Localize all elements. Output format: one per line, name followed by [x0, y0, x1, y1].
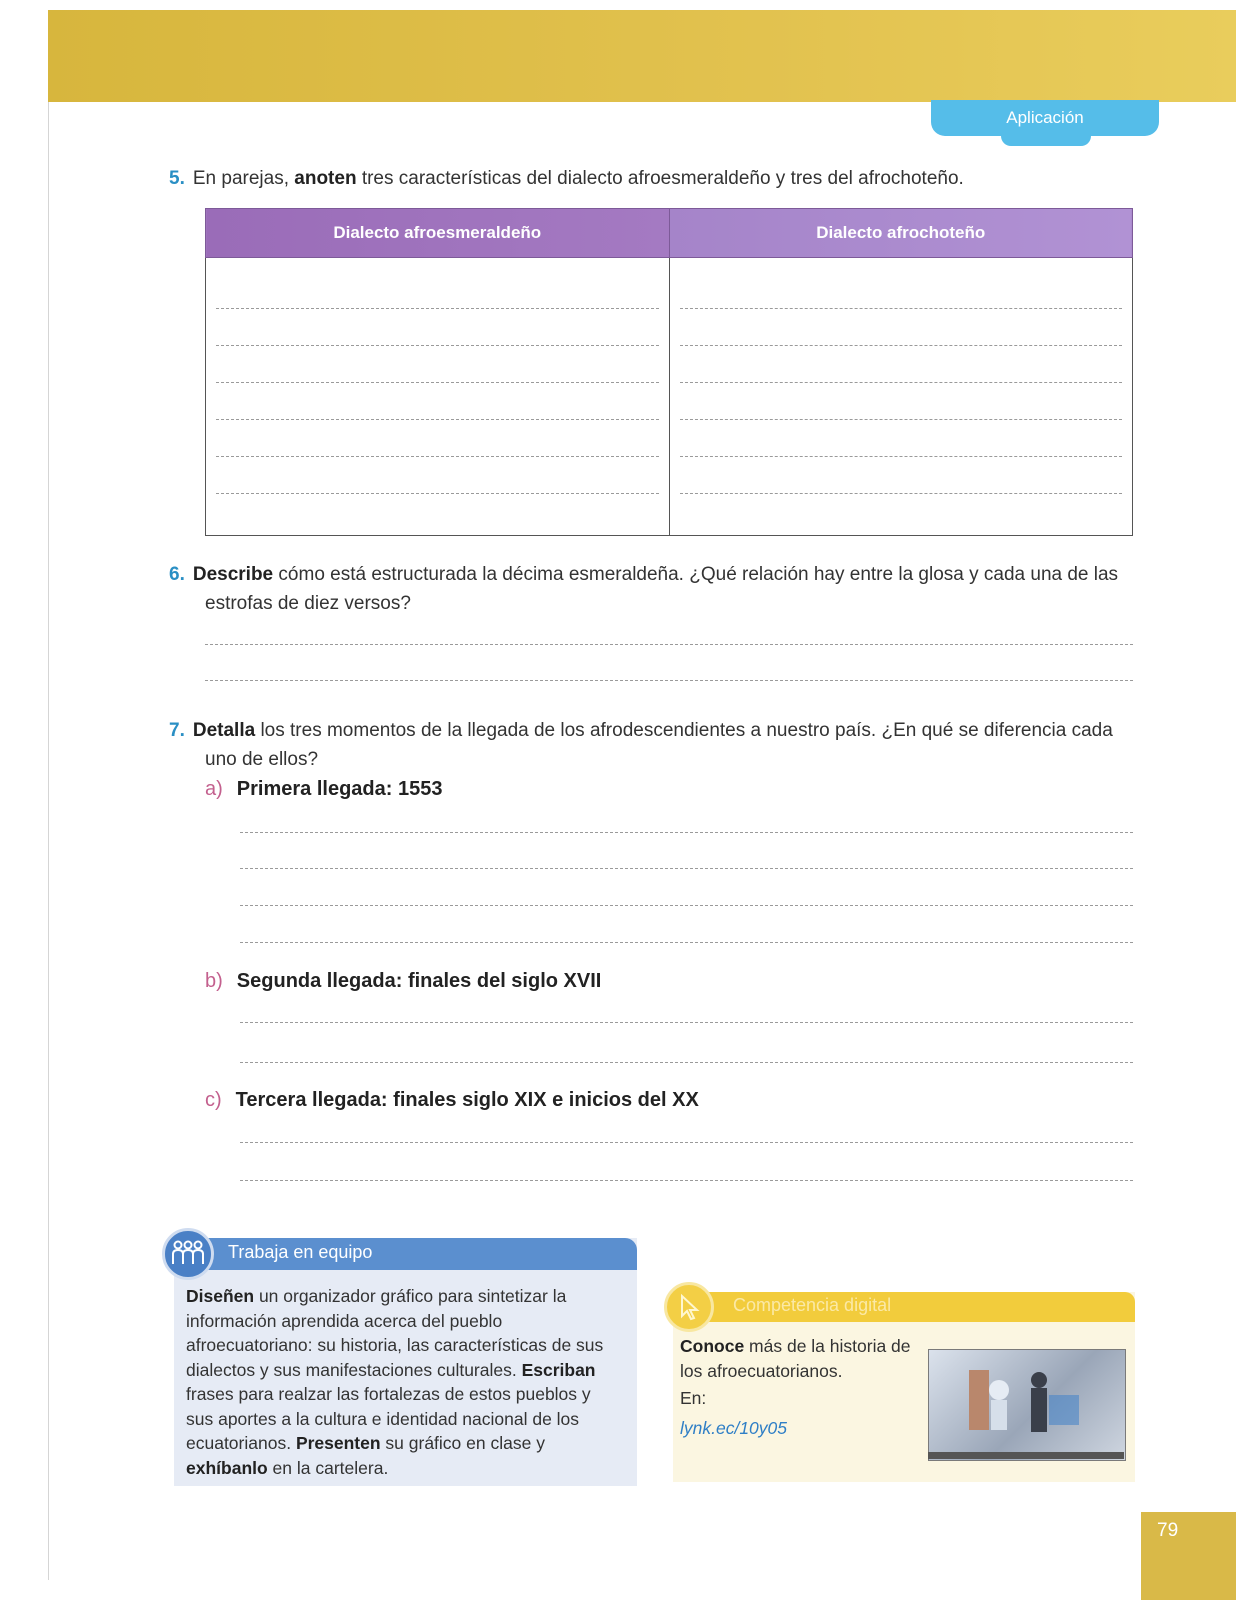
answer-cell-afroesmeraldeno[interactable] [206, 258, 670, 536]
video-scene-image [929, 1350, 1125, 1460]
question-text: uno de ellos? [205, 749, 319, 770]
question-text: los tres momentos de la llegada de los afrodescendientes a nuestro país. ¿En qué se diferencia cada [255, 720, 1113, 741]
answer-line[interactable] [216, 420, 659, 457]
answer-line[interactable] [216, 346, 659, 383]
question-text: cómo está estructurada la décima esmeraldeña. ¿Qué relación hay entre la glosa y cada una de las [273, 564, 1119, 585]
subquestion-c [205, 1089, 699, 1112]
question-number: 5. [169, 168, 185, 189]
answer-line[interactable] [680, 309, 1123, 346]
answer-line[interactable] [216, 309, 659, 346]
answer-line[interactable] [680, 420, 1123, 457]
keyword: Presenten [295, 1433, 381, 1453]
subquestion-b [205, 970, 601, 993]
team-people-icon [162, 1228, 214, 1280]
answer-line[interactable] [240, 1022, 1133, 1023]
answer-line[interactable] [680, 346, 1123, 383]
dialect-table [205, 208, 1133, 536]
keyword: Escriban [521, 1359, 596, 1380]
question-keyword: Detalla [192, 720, 256, 741]
answer-line[interactable] [240, 942, 1133, 943]
subquestion-label: Segunda llegada: finales del siglo XVII [236, 970, 602, 992]
question-text: En parejas, [192, 168, 295, 189]
keyword: Conoce [680, 1336, 745, 1356]
answer-line[interactable] [205, 644, 1133, 645]
body-text: en la cartelera. [267, 1457, 389, 1478]
digital-competence-en-label: En: [680, 1388, 707, 1408]
answer-line[interactable] [216, 383, 659, 420]
table-header-afrochoteno: Dialecto afrochoteño [669, 209, 1133, 258]
keyword: Diseñen [186, 1286, 255, 1306]
keyword: exhíbanlo [186, 1457, 268, 1478]
team-work-text [186, 1284, 616, 1480]
subquestion-label: Primera llegada: 1553 [236, 778, 443, 800]
question-keyword: anoten [294, 168, 357, 189]
digital-competence-link[interactable]: lynk.ec/10y05 [680, 1418, 788, 1438]
answer-line[interactable] [680, 258, 1123, 309]
answer-line[interactable] [240, 1180, 1133, 1181]
question-5 [169, 164, 1149, 193]
answer-line[interactable] [240, 832, 1133, 833]
answer-line[interactable] [680, 383, 1123, 420]
subquestion-a [205, 778, 442, 801]
answer-line[interactable] [240, 905, 1133, 906]
page-number-tab [1141, 1512, 1236, 1600]
answer-line[interactable] [216, 258, 659, 309]
video-thumbnail[interactable] [928, 1349, 1126, 1461]
answer-line[interactable] [216, 457, 659, 494]
answer-line[interactable] [240, 1142, 1133, 1143]
question-7 [169, 716, 1159, 774]
answer-cell-afrochoteno[interactable] [669, 258, 1133, 536]
table-header-afroesmeraldeno: Dialecto afroesmeraldeño [206, 209, 670, 258]
answer-line[interactable] [240, 1062, 1133, 1063]
body-text: un organizador gráfico para sintetizar la información aprendida acerca del pueblo afroecuatoriano: su historia, las características de sus dialectos y sus manifestaciones culturales. [186, 1286, 604, 1380]
question-number: 7. [169, 720, 185, 741]
subquestion-label: Tercera llegada: finales siglo XIX e inicios del XX [235, 1089, 699, 1111]
header-band [48, 10, 1236, 102]
question-text: estrofas de diez versos? [205, 593, 411, 614]
question-number: 6. [169, 564, 185, 585]
video-progress-bar[interactable] [928, 1452, 1124, 1459]
subquestion-letter: b) [205, 970, 223, 992]
cursor-click-icon [664, 1282, 714, 1332]
team-work-title: Trabaja en equipo [228, 1242, 373, 1262]
page-number: 79 [1157, 1520, 1179, 1541]
subquestion-letter: a) [205, 778, 223, 800]
question-keyword: Describe [192, 564, 274, 585]
team-people-icon-glyph [165, 1231, 211, 1277]
question-text: tres características del dialecto afroesmeraldeño y tres del afrochoteño. [356, 168, 964, 189]
answer-line[interactable] [240, 868, 1133, 869]
body-text: su gráfico en clase y [380, 1433, 545, 1453]
page-left-edge [48, 20, 49, 1580]
body-text: más de la historia de los afroecuatorianos. [680, 1336, 911, 1381]
question-6 [169, 560, 1159, 618]
cursor-click-icon-glyph [667, 1285, 711, 1329]
section-tab-aplicacion: Aplicación [931, 100, 1159, 136]
body-text: frases para realzar las fortalezas de estos pueblos y sus aportes a la cultura e identidad nacional de los ecuatorianos. [186, 1384, 591, 1453]
answer-line[interactable] [205, 680, 1133, 681]
digital-competence-title: Competencia digital [733, 1295, 892, 1315]
digital-competence-text [680, 1334, 920, 1384]
answer-line[interactable] [680, 457, 1123, 494]
subquestion-letter: c) [205, 1089, 222, 1111]
